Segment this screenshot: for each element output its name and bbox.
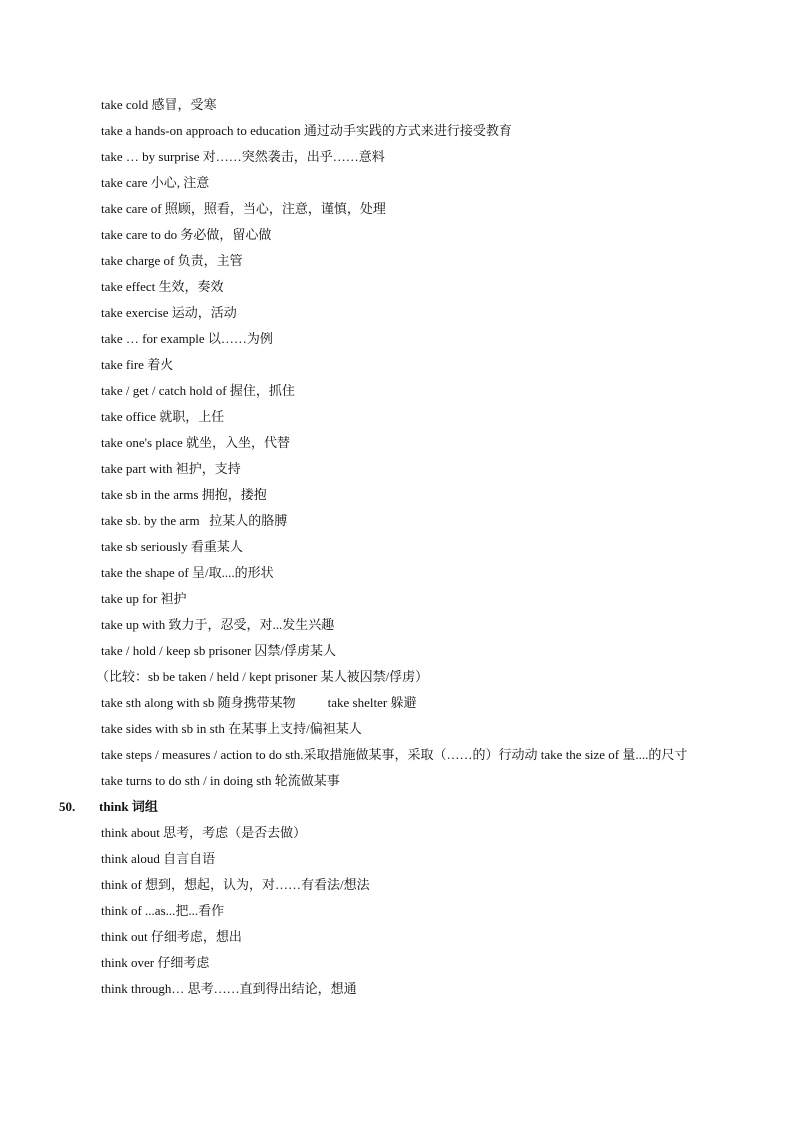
phrase-line: take … for example 以……为例 [101, 331, 273, 346]
phrase-line: take a hands-on approach to education 通过动手实践的方式来进行接受教育 [101, 123, 512, 138]
comparison-note: （比较：sb be taken / held / kept prisoner 某人被囚禁/俘虏） [96, 669, 429, 684]
phrase-line: think over 仔细考虑 [101, 955, 210, 970]
phrase-line: take care to do 务必做，留心做 [101, 227, 272, 242]
phrase-line: take … by surprise 对……突然袭击，出乎……意料 [101, 149, 385, 164]
phrase-line: think about 思考，考虑（是否去做） [101, 825, 307, 840]
phrase-line: take care of 照顾，照看，当心，注意，谨慎，处理 [101, 201, 386, 216]
phrase-line: think out 仔细考虑，想出 [101, 929, 242, 944]
phrase-line: take the shape of 呈/取....的形状 [101, 565, 274, 580]
phrase-line: take sb in the arms 拥抱，搂抱 [101, 487, 267, 502]
section-number: 50. [59, 799, 76, 814]
phrase-line: take sb seriously 看重某人 [101, 539, 243, 554]
phrase-line: think through… 思考……直到得出结论，想通 [101, 981, 357, 996]
phrase-line: take sb. by the arm 拉某人的胳膊 [101, 513, 288, 528]
phrase-line: take cold 感冒，受寒 [101, 97, 217, 112]
phrase-line: take effect 生效，奏效 [101, 279, 224, 294]
phrase-line: think of 想到，想起，认为，对……有看法/想法 [101, 877, 370, 892]
phrase-line: take up with 致力于，忍受，对...发生兴趣 [101, 617, 335, 632]
phrase-line: take fire 着火 [101, 357, 174, 372]
section-heading [59, 794, 800, 820]
phrase-line: take part with 袒护，支持 [101, 461, 241, 476]
phrase-line: take / get / catch hold of 握住，抓住 [101, 383, 295, 398]
phrase-line-double [101, 690, 731, 716]
phrase-line: take charge of 负责，主管 [101, 253, 243, 268]
phrase-line: take office 就职，上任 [101, 409, 225, 424]
section-title: think 词组 [99, 799, 158, 814]
phrase-take-along: take sth along with sb 随身携带某物 [101, 695, 296, 710]
phrase-line: take / hold / keep sb prisoner 囚禁/俘虏某人 [101, 643, 337, 658]
phrase-line: take up for 袒护 [101, 591, 187, 606]
phrase-line: take care 小心, 注意 [101, 175, 210, 190]
phrase-line: take turns to do sth / in doing sth 轮流做某事 [101, 773, 340, 788]
phrase-line: take sides with sb in sth 在某事上支持/偏袒某人 [101, 721, 362, 736]
phrase-take-shelter: take shelter 躲避 [327, 695, 417, 710]
phrase-line: think of ...as...把...看作 [101, 903, 225, 918]
phrase-line: take exercise 运动，活动 [101, 305, 237, 320]
phrase-line: think aloud 自言自语 [101, 851, 216, 866]
phrase-line: take one's place 就坐，入坐，代替 [101, 435, 290, 450]
phrase-list [0, 92, 800, 1002]
phrase-line-wrapped: take steps / measures / action to do sth.采取措施做某事，采取（……的）行动动 take the size of 量....的尺寸 [101, 747, 688, 762]
